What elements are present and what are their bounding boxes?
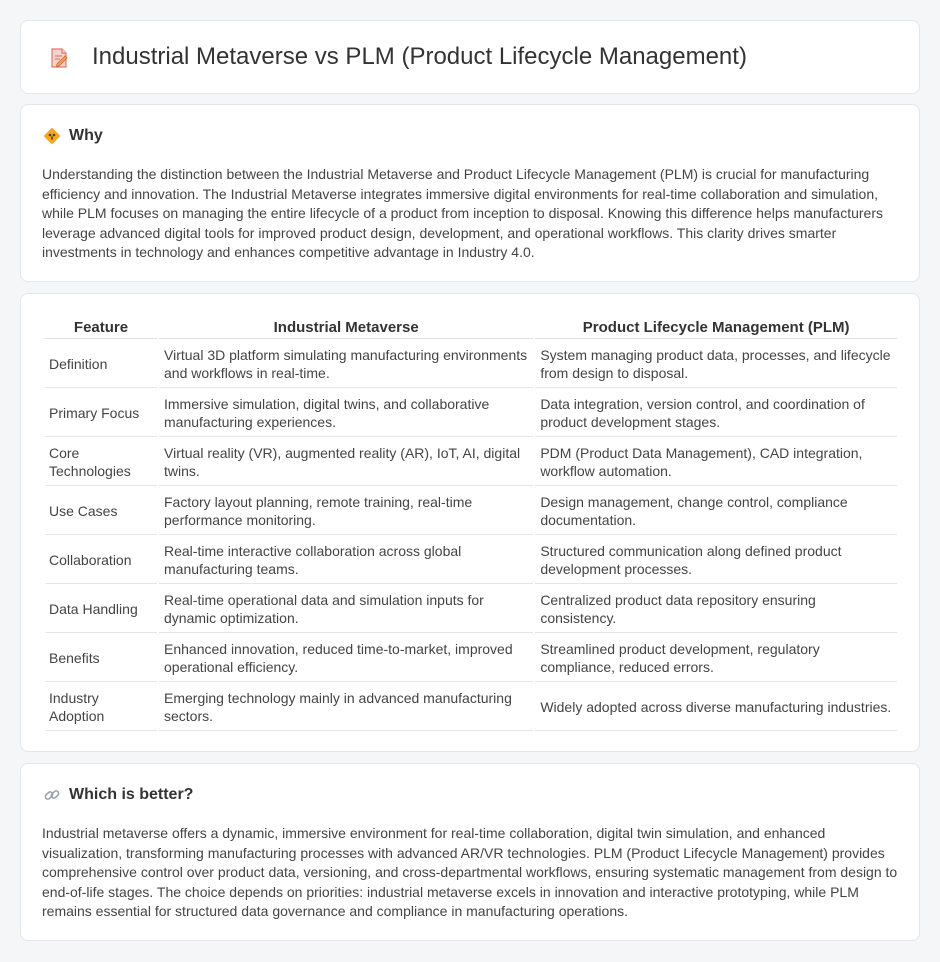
feature-cell: Benefits xyxy=(45,635,157,682)
metaverse-cell: Real-time interactive collaboration across global manufacturing teams. xyxy=(159,537,533,584)
plm-cell: Centralized product data repository ensuring consistency. xyxy=(535,586,897,633)
plm-cell: Structured communication along defined product development processes. xyxy=(535,537,897,584)
table-row xyxy=(45,586,897,633)
which-better-section xyxy=(20,763,920,941)
table-row xyxy=(45,390,897,437)
plm-cell: Widely adopted across diverse manufacturing industries. xyxy=(535,684,897,731)
comparison-table xyxy=(43,314,899,733)
table-row xyxy=(45,684,897,731)
header-metaverse: Industrial Metaverse xyxy=(159,316,533,339)
table-row xyxy=(45,488,897,535)
feature-cell: Use Cases xyxy=(45,488,157,535)
plm-cell: Design management, change control, compliance documentation. xyxy=(535,488,897,535)
plm-cell: Data integration, version control, and coordination of product development stages. xyxy=(535,390,897,437)
why-section xyxy=(20,104,920,282)
header-feature: Feature xyxy=(45,316,157,339)
feature-cell: Industry Adoption xyxy=(45,684,157,731)
metaverse-cell: Immersive simulation, digital twins, and collaborative manufacturing experiences. xyxy=(159,390,533,437)
feature-cell: Core Technologies xyxy=(45,439,157,486)
link-icon xyxy=(43,786,61,804)
plm-cell: PDM (Product Data Management), CAD integration, workflow automation. xyxy=(535,439,897,486)
table-row xyxy=(45,635,897,682)
feature-cell: Primary Focus xyxy=(45,390,157,437)
table-header-row xyxy=(45,316,897,339)
why-text: Understanding the distinction between the Industrial Metaverse and Product Lifecycle Management (PLM) is crucial for manufacturing efficiency and innovation. The Industrial Metaverse integrates immersive digital environments for real-time collaboration and simulation, while PLM focuses on managing the entire lifecycle of a product from inception to disposal. Knowing this difference helps manufacturers leverage advanced digital tools for improved product design, development, and operational workflows. This clarity drives smarter investments in technology and enhances competitive advantage in Industry 4.0. xyxy=(42,166,883,261)
metaverse-cell: Emerging technology mainly in advanced manufacturing sectors. xyxy=(159,684,533,731)
table-row xyxy=(45,439,897,486)
better-heading: Which is better? xyxy=(69,786,194,803)
metaverse-cell: Real-time operational data and simulation inputs for dynamic optimization. xyxy=(159,586,533,633)
metaverse-cell: Virtual 3D platform simulating manufacturing environments and workflows in real-time. xyxy=(159,341,533,388)
better-text: Industrial metaverse offers a dynamic, immersive environment for real-time collaboration, digital twin simulation, and enhanced visualization, transforming manufacturing processes with advanced AR/VR technologies. PLM (Product Lifecycle Management) provides comprehensive control over product data, versioning, and cross-departmental workflows, ensuring systematic management from design to end-of-life stages. The choice depends on priorities: industrial metaverse excels in innovation and interactive prototyping, while PLM remains essential for structured data governance and compliance in manufacturing operations. xyxy=(42,825,898,920)
diamond-sign-icon xyxy=(43,127,61,145)
feature-cell: Data Handling xyxy=(45,586,157,633)
metaverse-cell: Virtual reality (VR), augmented reality (AR), IoT, AI, digital twins. xyxy=(159,439,533,486)
table-row xyxy=(45,341,897,388)
feature-cell: Collaboration xyxy=(45,537,157,584)
metaverse-cell: Enhanced innovation, reduced time-to-market, improved operational efficiency. xyxy=(159,635,533,682)
metaverse-cell: Factory layout planning, remote training, real-time performance monitoring. xyxy=(159,488,533,535)
feature-cell: Definition xyxy=(45,341,157,388)
title-card xyxy=(20,20,920,94)
page-title: Industrial Metaverse vs PLM (Product Lifecycle Management) xyxy=(92,43,747,70)
plm-cell: Streamlined product development, regulatory compliance, reduced errors. xyxy=(535,635,897,682)
plm-cell: System managing product data, processes, and lifecycle from design to disposal. xyxy=(535,341,897,388)
why-heading: Why xyxy=(69,127,103,144)
table-row xyxy=(45,537,897,584)
header-plm: Product Lifecycle Management (PLM) xyxy=(535,316,897,339)
comparison-table-card xyxy=(20,293,920,752)
document-edit-icon xyxy=(48,47,70,69)
